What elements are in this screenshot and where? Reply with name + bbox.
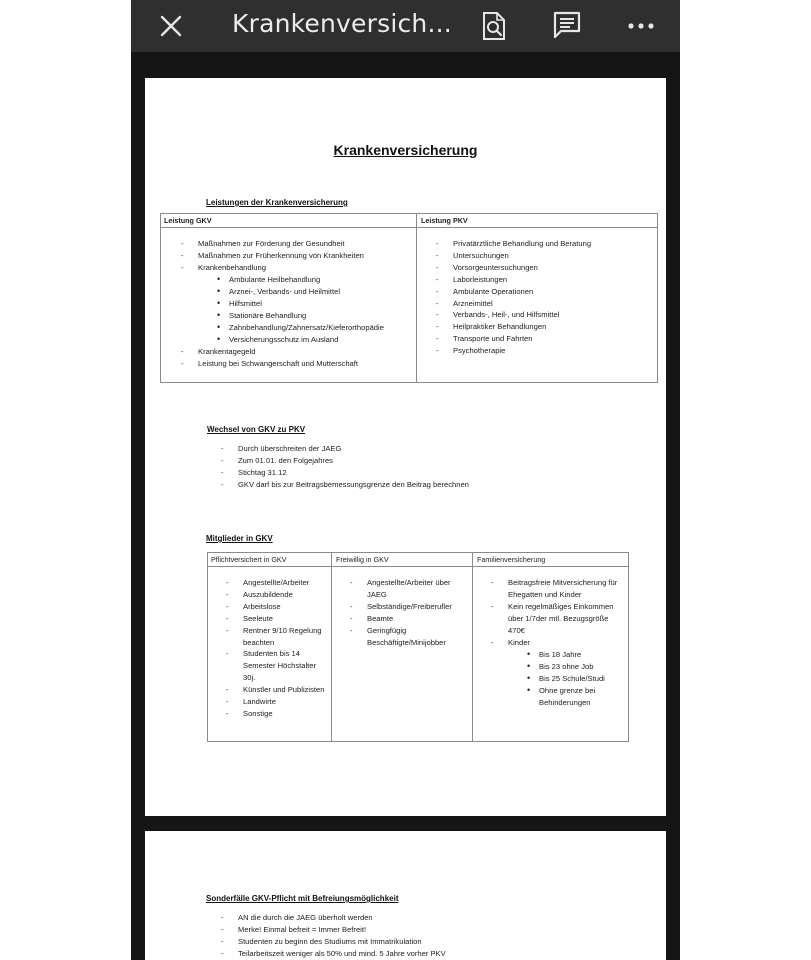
table-header-pflicht: Pflichtversichert in GKV — [211, 555, 287, 564]
table-header-freiwillig: Freiwillig in GKV — [336, 555, 389, 564]
list-item: • Hilfsmittel — [229, 298, 384, 310]
list-item: - Ambulante Operationen — [453, 286, 591, 298]
list-item: - Teilarbeitszeit weniger als 50% und mind. 5 Jahre vorher PKV — [238, 948, 446, 960]
more-options-icon[interactable] — [627, 12, 655, 40]
list-item: - Studenten bis 14 Semester Höchstalter 30j. — [243, 648, 329, 684]
gkv-list-top — [198, 238, 364, 274]
list-item: - Stichtag 31.12 — [238, 467, 469, 479]
list-item: - Künstler und Publizisten — [243, 684, 329, 696]
list-item: - Arbeitslose — [243, 601, 329, 613]
list-item: • Bis 23 ohne Job — [539, 661, 627, 673]
familie-kinder-sub-list — [539, 649, 627, 709]
list-item: - Verbands-, Heil-, und Hilfsmittel — [453, 309, 591, 321]
list-item: - Maßnahmen zur Früherkennung von Krankheiten — [198, 250, 364, 262]
list-item: • Zahnbehandlung/Zahnersatz/Kieferorthopädie — [229, 322, 384, 334]
list-item: - Angestellte/Arbeiter über JAEG — [367, 577, 471, 601]
list-item: - Zum 01.01. den Folgejahres — [238, 455, 469, 467]
list-item: - Seeleute — [243, 613, 329, 625]
list-item: - Kein regelmäßiges Einkommen über 1/7der mtl. Bezugsgröße 470€ — [508, 601, 626, 637]
pflicht-list — [243, 577, 329, 720]
list-item: - Kinder — [508, 637, 626, 649]
section-heading-sonderfaelle: Sonderfälle GKV-Pflicht mit Befreiungsmöglichkeit — [206, 894, 399, 903]
document-page-1 — [145, 78, 666, 816]
table-header-pkv: Leistung PKV — [421, 216, 468, 225]
section-heading-mitglieder: Mitglieder in GKV — [206, 534, 273, 543]
gkv-sub-list — [229, 274, 384, 345]
freiwillig-list — [367, 577, 471, 648]
document-page-2 — [145, 831, 666, 960]
list-item: - Leistung bei Schwangerschaft und Mutterschaft — [198, 358, 358, 370]
comment-icon[interactable] — [552, 10, 582, 40]
list-item: - Geringfügig Beschäftigte/Minijobber — [367, 625, 471, 649]
page-title: Krankenversicherung — [333, 142, 478, 158]
list-item: - GKV darf bis zur Beitragsbemessungsgrenze den Beitrag berechnen — [238, 479, 469, 491]
list-item: • Bis 18 Jahre — [539, 649, 627, 661]
search-document-icon[interactable] — [480, 10, 508, 42]
list-item: - Angestellte/Arbeiter — [243, 577, 329, 589]
table-header-gkv: Leistung GKV — [164, 216, 212, 225]
list-item: • Versicherungsschutz im Ausland — [229, 334, 384, 346]
list-item: - Studenten zu beginn des Studiums mit Immatrikulation — [238, 936, 446, 948]
list-item: - Selbständige/Freiberufler — [367, 601, 471, 613]
list-item: - Vorsorgeuntersuchungen — [453, 262, 591, 274]
list-item: - Sonstige — [243, 708, 329, 720]
list-item: - Beitragsfreie Mitversicherung für Ehegatten und Kinder — [508, 577, 626, 601]
list-item: - Beamte — [367, 613, 471, 625]
list-item: • Arznei-, Verbands- und Heilmittel — [229, 286, 384, 298]
list-item: - Arzneimittel — [453, 298, 591, 310]
list-item: - Maßnahmen zur Förderung der Gesundheit — [198, 238, 364, 250]
list-item: - Untersuchungen — [453, 250, 591, 262]
list-item: • Bis 25 Schule/Studi — [539, 673, 627, 685]
list-item: - Merke! Einmal befreit = Immer Befreit! — [238, 924, 446, 936]
list-item: - Psychotherapie — [453, 345, 591, 357]
table-header-familie: Familienversicherung — [477, 555, 546, 564]
wechsel-list — [238, 443, 469, 491]
list-item: - Transporte und Fahrten — [453, 333, 591, 345]
list-item: - Auszubildende — [243, 589, 329, 601]
section-heading-wechsel: Wechsel von GKV zu PKV — [207, 425, 306, 434]
list-item: - AN die durch die JAEG überholt werden — [238, 912, 446, 924]
list-item: - Krankenbehandlung — [198, 262, 364, 274]
section-heading-leistungen: Leistungen der Krankenversicherung — [206, 198, 348, 207]
list-item: - Laborleistungen — [453, 274, 591, 286]
list-item: • Stationäre Behandlung — [229, 310, 384, 322]
list-item: • Ambulante Heilbehandlung — [229, 274, 384, 286]
pkv-list — [453, 238, 591, 357]
list-item: - Krankentagegeld — [198, 346, 358, 358]
close-icon[interactable] — [157, 12, 185, 40]
pdf-viewer — [131, 0, 680, 960]
sonderfaelle-list — [238, 912, 446, 960]
list-item: - Heilpraktiker Behandlungen — [453, 321, 591, 333]
gkv-list-bottom — [198, 346, 358, 370]
list-item: • Ohne grenze bei Behinderungen — [539, 685, 627, 709]
list-item: - Privatärztliche Behandlung und Beratung — [453, 238, 591, 250]
mitglieder-table — [207, 552, 629, 742]
familie-list — [508, 577, 626, 648]
list-item: - Landwirte — [243, 696, 329, 708]
viewer-toolbar — [131, 0, 680, 52]
leistungen-table — [160, 213, 658, 383]
list-item: - Rentner 9/10 Regelung beachten — [243, 625, 329, 649]
list-item: - Durch überschreiten der JAEG — [238, 443, 469, 455]
document-title: Krankenversich... — [232, 9, 452, 38]
